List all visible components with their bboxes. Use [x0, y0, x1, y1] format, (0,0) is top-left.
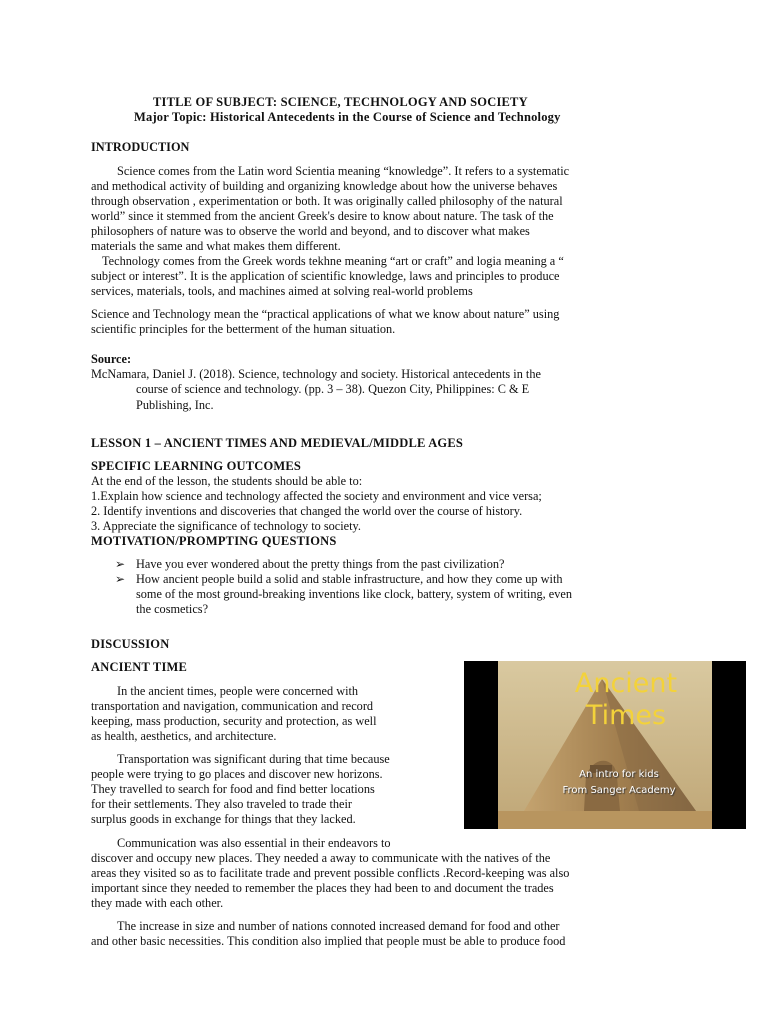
text-line: world” since it stemmed from the ancient Greek's desire to know about nature. The task of the — [91, 209, 554, 223]
list-item: some of the most ground-breaking inventions like clock, battery, system of writing, even — [136, 587, 572, 601]
text-line: Science and Technology mean the “practical applications of what we know about nature” using — [91, 307, 560, 321]
text-line: course of science and technology. (pp. 3 – 38). Quezon City, Philippines: C & E — [136, 382, 530, 396]
list-item: Have you ever wondered about the pretty things from the past civilization? — [136, 557, 505, 571]
image-caption-line-1: An intro for kids — [579, 769, 659, 780]
text-line: Publishing, Inc. — [136, 398, 214, 412]
text-line: McNamara, Daniel J. (2018). Science, technology and society. Historical antecedents in the — [91, 367, 541, 381]
text-line: for their settlements. They also traveled to trade their — [91, 797, 352, 811]
image-title-line-1: Ancient — [574, 668, 678, 699]
text-line: They travelled to search for food and find better locations — [91, 782, 375, 796]
text-line: Science comes from the Latin word Scientia meaning “knowledge”. It refers to a systematic — [117, 164, 570, 178]
motivation-heading: MOTIVATION/PROMPTING QUESTIONS — [91, 534, 337, 548]
text-line: people were trying to go places and discover new horizons. — [91, 767, 383, 781]
list-item: 3. Appreciate the significance of technology to society. — [91, 519, 361, 533]
text-line: services, materials, tools, and machines aimed at solving real-world problems — [91, 284, 473, 298]
text-line: Technology comes from the Greek words tekhne meaning “art or craft” and logia meaning a “ — [102, 254, 564, 268]
arrow-bullet-icon: ➢ — [115, 572, 126, 586]
text-line: Communication was also essential in their endeavors to — [117, 836, 391, 850]
text-line: materials the same and what makes them different. — [91, 239, 341, 253]
list-item: 1.Explain how science and technology affected the society and environment and vice versa; — [91, 489, 542, 503]
lesson-title: LESSON 1 – ANCIENT TIMES AND MEDIEVAL/MIDDLE AGES — [91, 436, 464, 450]
text-line: scientific principles for the betterment of the human situation. — [91, 322, 396, 336]
arrow-bullet-icon: ➢ — [115, 557, 126, 571]
list-item: At the end of the lesson, the students should be able to: — [91, 474, 363, 488]
text-line: and methodical activity of building and organizing knowledge about how the universe behaves — [91, 179, 558, 193]
major-topic: Major Topic: Historical Antecedents in the Course of Science and Technology — [134, 110, 561, 124]
text-line: subject or interest”. It is the application of scientific knowledge, laws and principles to produce — [91, 269, 560, 283]
source-label: Source: — [91, 352, 132, 366]
text-line: as health, aesthetics, and architecture. — [91, 729, 277, 743]
text-line: The increase in size and number of nations connoted increased demand for food and other — [117, 919, 560, 933]
desert-ground — [498, 811, 712, 829]
subject-title: TITLE OF SUBJECT: SCIENCE, TECHNOLOGY AND SOCIETY — [153, 95, 528, 109]
list-item: 2. Identify inventions and discoveries that changed the world over the course of history. — [91, 504, 523, 518]
list-item: the cosmetics? — [136, 602, 209, 616]
text-line: areas they visited so as to facilitate trade and prevent possible conflicts .Record-keeping was also — [91, 866, 570, 880]
discussion-heading: DISCUSSION — [91, 637, 170, 651]
text-line: keeping, mass production, security and protection, as well — [91, 714, 377, 728]
text-line: In the ancient times, people were concerned with — [117, 684, 359, 698]
list-item: How ancient people build a solid and stable infrastructure, and how they come up with — [136, 572, 563, 586]
text-line: important since they needed to remember the places they had been to and document the trades — [91, 881, 554, 895]
text-line: discover and occupy new places. They needed a away to communicate with the natives of the — [91, 851, 551, 865]
text-line: surplus goods in exchange for things that they lacked. — [91, 812, 356, 826]
text-line: they made with each other. — [91, 896, 224, 910]
text-line: Transportation was significant during that time because — [117, 752, 390, 766]
image-title-line-2: Times — [585, 700, 667, 731]
introduction-heading: INTRODUCTION — [91, 140, 190, 154]
text-line: transportation and navigation, communication and record — [91, 699, 374, 713]
text-line: and other basic necessities. This condition also implied that people must be able to produce food — [91, 934, 566, 948]
text-line: philosophers of nature was to observe the world and beyond, and to discover what makes — [91, 224, 530, 238]
outcomes-heading: SPECIFIC LEARNING OUTCOMES — [91, 459, 302, 473]
image-caption-line-2: From Sanger Academy — [562, 785, 676, 796]
ancient-time-heading: ANCIENT TIME — [91, 660, 188, 674]
ancient-times-image — [464, 661, 746, 829]
text-line: through observation , experimentation or both. It was originally called philosophy of the natural — [91, 194, 563, 208]
